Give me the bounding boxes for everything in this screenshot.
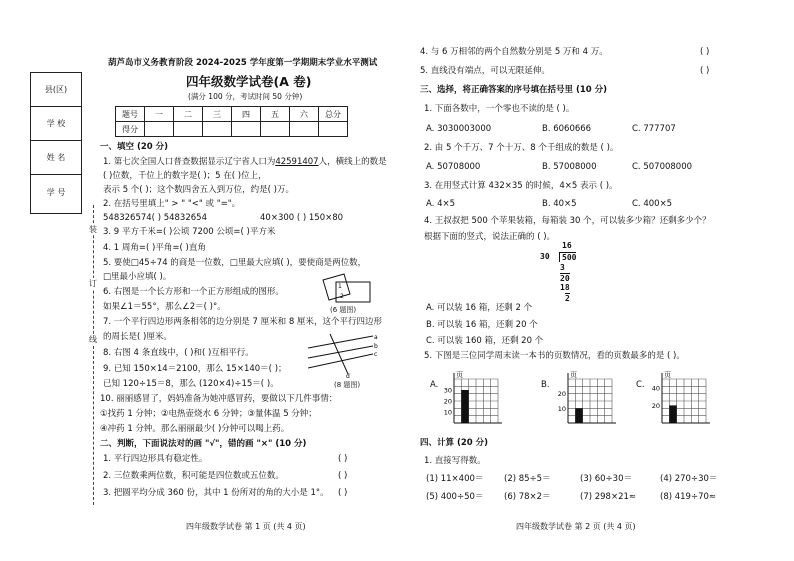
q9-line2: 已知 120÷15＝8，那么 (120×4)÷15＝( )。 — [103, 379, 279, 389]
q1-part-a: 1. 第七次全国人口普查数据显示辽宁省人口为 — [103, 157, 276, 167]
q10-line2: ①找药 1 分钟；②电热壶烧水 6 分钟；③量体温 5 分钟； — [100, 409, 317, 419]
score-input-cell[interactable] — [319, 122, 348, 137]
calc-item-7[interactable]: (7) 298×21≈ — [580, 492, 637, 502]
score-input-cell[interactable] — [290, 122, 319, 137]
bar — [461, 390, 468, 423]
judge-1-blank[interactable]: ( ) — [338, 454, 348, 464]
q10-line1: 10. 丽丽感冒了，妈妈准备为她冲感冒药，要做以下几件事情： — [100, 394, 338, 404]
score-head-cell: 二 — [174, 107, 203, 122]
chart-b-label[interactable]: B. — [541, 380, 550, 390]
binding-line — [93, 205, 94, 505]
calc-item-2[interactable]: (2) 85÷5＝ — [504, 474, 551, 484]
section4-title: 四、计算 (20 分) — [420, 438, 489, 448]
q2-item-2: 40×300 ( ) 150×80 — [260, 213, 344, 223]
q7-line2: 的周长是( )厘米。 — [103, 332, 172, 342]
choice-1-opt-a[interactable]: A. 3030003000 — [426, 124, 492, 134]
division-step-2: 20 — [560, 274, 570, 283]
judge-5: 5. 直线没有端点，可以无限延伸。 — [420, 66, 550, 76]
bar — [669, 405, 676, 423]
q2-text: 2. 在括号里填上" > " "<" 或 "="。 — [103, 199, 241, 209]
score-head-cell: 一 — [145, 107, 174, 122]
score-input-cell[interactable] — [174, 122, 203, 137]
calc-item-4[interactable]: (4) 270÷30＝ — [660, 474, 718, 484]
tick-label: 10 — [443, 408, 452, 417]
choice-3-opt-c[interactable]: C. 400×5 — [632, 199, 673, 209]
q1-line3: 表示 5 个( )；这个数四舍五入到万位，约是( )万。 — [103, 185, 294, 195]
q4-text: 4. 1 周角=( )平角=( )直角 — [103, 243, 206, 253]
judge-2: 2. 三位数乘两位数，积可能是四位数或五位数。 — [103, 471, 284, 481]
svg-text:c: c — [374, 351, 378, 358]
tick-label: 20 — [443, 397, 452, 406]
right-page-footer: 四年级数学试卷 第 2 页 (共 4 页) — [516, 522, 636, 531]
choice-2-opt-c[interactable]: C. 507008000 — [632, 162, 693, 172]
q9-line1: 9. 已知 150×14＝2100，那么 15×140＝( )； — [103, 364, 287, 374]
judge-4: 4. 与 6 万相邻的两个自然数分别是 5 万和 4 万。 — [420, 47, 608, 57]
chart-c — [646, 373, 716, 429]
choice-4-opt-a[interactable]: A. 可以装 16 箱，还剩 2 个 — [426, 303, 533, 313]
q8-caption: (8 题图) — [334, 381, 361, 389]
judge-4-blank[interactable]: ( ) — [700, 47, 710, 57]
svg-text:d: d — [346, 373, 350, 380]
y-axis-label: 页 — [456, 371, 463, 379]
choice-2-opt-b[interactable]: B. 57008000 — [542, 162, 597, 172]
long-division — [540, 241, 590, 305]
tick-label: 30 — [443, 386, 452, 395]
score-input-cell[interactable] — [145, 122, 174, 137]
judge-2-blank[interactable]: ( ) — [338, 471, 348, 481]
calc-heading: 1. 直接写得数。 — [424, 456, 486, 466]
chart-b — [552, 373, 622, 429]
choice-4-opt-c[interactable]: C. 可以装 160 箱，还剩 20 个 — [426, 336, 544, 346]
score-head-cell: 题号 — [116, 107, 145, 122]
tick-label: 40 — [651, 384, 660, 393]
score-head-cell: 三 — [203, 107, 232, 122]
judge-3: 3. 把圆平均分成 360 份，其中 1 份所对的角的大小是 1°。 — [103, 488, 329, 498]
choice-2: 2. 由 5 个千万、7 个十万、8 个千组成的数是 ( )。 — [424, 143, 619, 153]
name-field[interactable]: 姓 名 — [31, 141, 81, 175]
section1-title: 一、填空 (20 分) — [100, 142, 169, 152]
division-step-3: 18 — [560, 283, 570, 292]
choice-2-opt-a[interactable]: A. 50708000 — [426, 162, 481, 172]
judge-1: 1. 平行四边形具有稳定性。 — [103, 454, 208, 464]
q8-figure — [308, 334, 378, 379]
bar — [575, 408, 582, 423]
q1-part-b: 人，横线上的数是 — [318, 157, 387, 167]
choice-1: 1. 下面各数中，一个零也不读的是 ( )。 — [424, 104, 575, 114]
judge-5-blank[interactable]: ( ) — [700, 66, 710, 76]
chart-a-label[interactable]: A. — [430, 380, 439, 390]
calc-item-6[interactable]: (6) 78×2＝ — [504, 492, 551, 502]
score-head-cell: 六 — [290, 107, 319, 122]
q1-text — [103, 157, 387, 168]
student-info-box — [30, 72, 82, 214]
choice-4-line1: 4. 王叔叔把 500 个苹果装箱，每箱装 30 个，可以装多少箱？还剩多少个？ — [424, 216, 711, 226]
division-dividend: 500 — [559, 252, 576, 262]
q6-line2: 如果∠1＝55°，那么∠2＝( )°。 — [103, 302, 226, 312]
q6-caption: (6 题图) — [330, 306, 357, 314]
score-note: (满分 100 分，考试时间 50 分钟) — [188, 92, 303, 101]
calc-item-5[interactable]: (5) 400÷50＝ — [426, 492, 484, 502]
q1-number: 42591407 — [275, 157, 319, 167]
y-axis-label: 页 — [570, 371, 577, 379]
left-page-footer: 四年级数学试卷 第 1 页 (共 4 页) — [186, 522, 306, 531]
choice-3-opt-a[interactable]: A. 4×5 — [426, 199, 456, 209]
calc-item-3[interactable]: (3) 60÷30＝ — [580, 474, 632, 484]
choice-1-opt-b[interactable]: B. 6060666 — [542, 124, 592, 134]
svg-text:1: 1 — [338, 283, 342, 290]
section2-title: 二、判断，下面说法对的画 "√"，错的画 "×" (10 分) — [100, 439, 307, 449]
exam-title: 葫芦岛市义务教育阶段 2024-2025 学年度第一学期期末学业水平测试 — [108, 58, 378, 68]
score-label-cell: 得分 — [116, 122, 145, 137]
division-remainder: 2 — [565, 294, 570, 303]
tick-label: 20 — [557, 390, 566, 399]
score-input-cell[interactable] — [232, 122, 261, 137]
binding-char-1: 装 — [89, 225, 97, 234]
county-field[interactable]: 县(区) — [31, 73, 81, 107]
q10-line3: ④冲药 1 分钟。那么丽丽最少( )分钟可以喝上药。 — [100, 424, 290, 434]
tick-label: 20 — [651, 401, 660, 410]
q6-line1: 6. 右图是一个长方形和一个正方形组成的图形。 — [103, 287, 284, 297]
q5-line1: 5. 要使□45÷74 的商是一位数，□里最大应填( )，要使商是两位数， — [103, 258, 367, 268]
score-input-cell[interactable] — [261, 122, 290, 137]
choice-4-line2: 根据下面的竖式，说法正确的 ( )。 — [424, 232, 556, 242]
svg-text:2: 2 — [340, 293, 344, 300]
judge-3-blank[interactable]: ( ) — [338, 488, 348, 498]
q2-item-1: 548326574( ) 54832654 — [103, 213, 207, 223]
calc-item-8[interactable]: (8) 419÷70≈ — [660, 492, 717, 502]
school-field[interactable]: 学 校 — [31, 107, 81, 141]
y-axis-label: 页 — [664, 371, 671, 379]
q3-text: 3. 9 平方千米=( )公顷 7200 公顷=( )平方米 — [103, 227, 276, 237]
division-step-1: 3 — [560, 263, 565, 272]
division-divisor: 30 — [540, 252, 550, 261]
q7-line1: 7. 一个平行四边形两条相邻的边分别是 7 厘米和 8 厘米，这个平行四边形 — [103, 317, 382, 327]
tick-label: 10 — [557, 404, 566, 413]
binding-char-2: 订 — [89, 279, 97, 288]
calc-item-1[interactable]: (1) 11×400＝ — [426, 474, 484, 484]
choice-4-opt-b[interactable]: B. 可以装 16 箱，还剩 20 个 — [426, 320, 538, 330]
score-head-cell: 总分 — [319, 107, 348, 122]
score-input-cell[interactable] — [203, 122, 232, 137]
choice-3-opt-b[interactable]: B. 40×5 — [542, 199, 577, 209]
svg-text:a: a — [374, 334, 378, 341]
score-head-cell: 四 — [232, 107, 261, 122]
chart-c-label[interactable]: C. — [636, 380, 645, 390]
q1-line2: ( )位数，千位上的数字是( )；5 在( )位上， — [103, 171, 267, 181]
q5-line2: □里最小应填( )。 — [103, 272, 172, 282]
score-head-cell: 五 — [261, 107, 290, 122]
student-id-field[interactable]: 学 号 — [46, 187, 66, 197]
q8-text: 8. 右图 4 条直线中，( )和( )互相平行。 — [103, 348, 254, 358]
section3-title: 三、选择，将正确答案的序号填在括号里 (10 分) — [420, 85, 608, 95]
choice-1-opt-c[interactable]: C. 777707 — [632, 124, 676, 134]
paper-title: 四年级数学试卷(A 卷) — [186, 74, 312, 89]
score-table — [115, 106, 348, 137]
choice-3: 3. 在用竖式计算 432×35 的时候，4×5 表示 ( )。 — [424, 181, 618, 191]
choice-5: 5. 下图是三位同学周末读一本书的页数情况，看的页数最多的是 ( )。 — [424, 351, 685, 361]
chart-a — [438, 373, 508, 429]
division-quotient: 16 — [562, 241, 572, 250]
svg-text:b: b — [374, 343, 378, 350]
binding-char-3: 线 — [89, 335, 97, 344]
